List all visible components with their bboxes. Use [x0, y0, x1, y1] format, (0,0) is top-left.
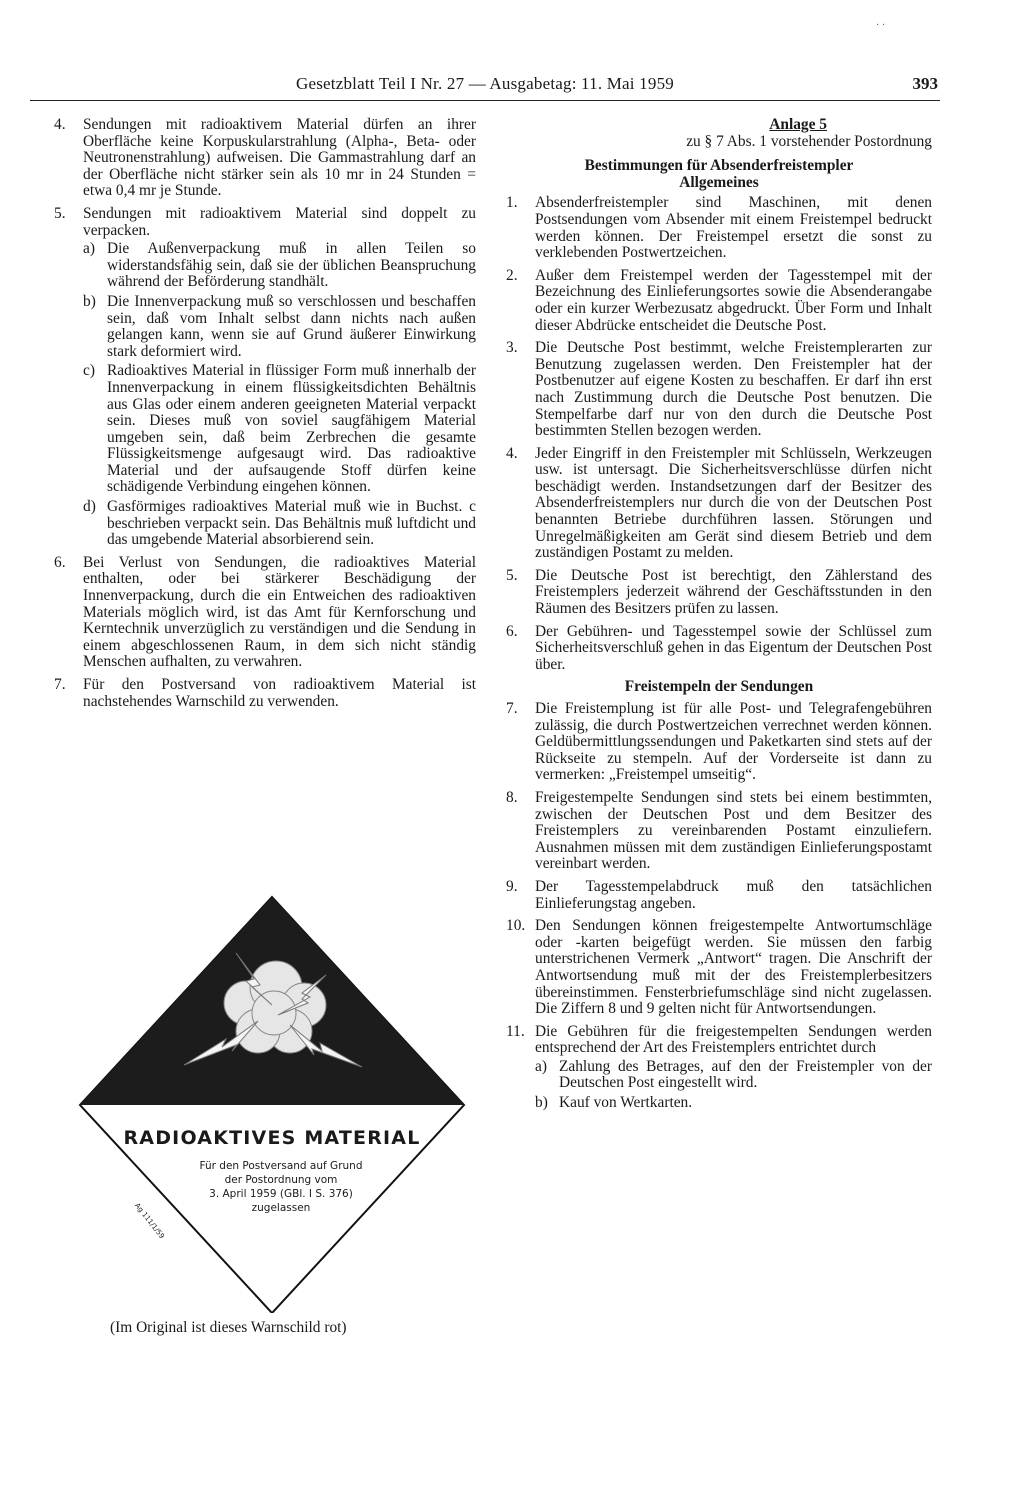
sub-item	[535, 1059, 932, 1092]
item-number: 6.	[506, 622, 518, 640]
item-number: 8.	[506, 788, 518, 806]
item-number: 6.	[54, 553, 66, 571]
list-item	[506, 701, 932, 784]
sub-item	[83, 241, 476, 291]
sub-item	[535, 1095, 932, 1112]
item-text: Für den Postversand von radioaktivem Material ist nachstehendes Warnschild zu verwenden.	[83, 676, 476, 710]
corner-mark: · ·	[876, 20, 886, 31]
item-number: 4.	[506, 444, 518, 462]
annex-subtitle: zu § 7 Abs. 1 vorstehender Postordnung	[686, 132, 932, 150]
list-item	[506, 879, 932, 912]
sub-item-text: Die Außenverpackung muß in allen Teilen so widerstandsfähig sein, daß sie der üblichen Beanspruchung während der Beförderung standhält.	[107, 240, 476, 291]
heading-franking: Freistempeln der Sendungen	[624, 678, 814, 696]
page-header	[30, 74, 940, 101]
heading-general: Allgemeines	[679, 173, 759, 191]
item-text: Die Gebühren für die freigestempelten Sendungen werden entsprechend der Art des Freistemplers entrichtet durch	[535, 1022, 932, 1057]
sub-item-text: Zahlung des Betrages, auf den der Freistempler von der Deutschen Post eingestellt wird.	[559, 1057, 932, 1092]
item-number: 2.	[506, 266, 518, 284]
item-number: 11.	[506, 1022, 525, 1040]
item-text: Die Deutsche Post ist berechtigt, den Zählerstand des Freistemplers jederzeit während der Geschäftsstunden in den Räumen des Besitzers prüfen zu lassen.	[535, 566, 932, 618]
item-text: Absenderfreistempler sind Maschinen, mit denen Postsendungen vom Absender mit einem Freistempel bedruckt werden können. Der Freistempel ersetzt die sonst zu verklebenden Postwertzeichen.	[535, 194, 932, 262]
list-item	[54, 117, 476, 200]
item-text: Freigestempelte Sendungen sind stets bei einem bestimmten, zwischen der Deutschen Post und dem Besitzer des Freistemplers zu vereinbarenden Postamt einzuliefern. Ausnahmen müssen mit dem zuständigen Einlieferungspostamt vereinbart werden.	[535, 788, 932, 873]
sub-item-label: a)	[83, 240, 95, 258]
item-number: 5.	[54, 204, 66, 222]
heading-main	[506, 158, 932, 191]
list-item	[506, 446, 932, 562]
item-text: Sendungen mit radioaktivem Material dürfen an ihrer Oberfläche keine Korpuskularstrahlung (Alpha-, Beta- oder Neutronenstrahlung) aufweisen. Die Gammastrahlung darf an der Oberfläche nicht stärker sein als 10 mr in 24 Stunden = etwa 0,4 mr je Stunde.	[83, 116, 476, 200]
item-number: 9.	[506, 877, 518, 895]
list-item	[506, 1024, 932, 1112]
sub-item-label: a)	[535, 1057, 547, 1075]
item-number: 1.	[506, 194, 518, 212]
list-item	[506, 568, 932, 618]
sub-item-text: Die Innenverpackung muß so verschlossen und beschaffen sein, daß vom Inhalt selbst dann nichts nach außen gelangen kann, wenn sie auf Grund äußerer Einwirkung stark deformiert wird.	[107, 292, 476, 360]
list-item	[506, 195, 932, 261]
sub-item-label: d)	[83, 498, 96, 516]
item-number: 7.	[506, 700, 518, 717]
item-text: Sendungen mit radioaktivem Material sind doppelt zu verpacken.	[83, 204, 476, 239]
sub-item	[83, 363, 476, 496]
sub-item-text: Gasförmiges radioaktives Material muß wie in Buchst. c beschrieben verpackt sein. Das Behältnis muß luftdicht und das umgebende Material absorbierend sein.	[107, 498, 476, 549]
right-column	[506, 117, 932, 1118]
item-text: Den Sendungen können freigestempelte Antwortumschläge oder -karten beigefügt werden. Sie müssen den farbig unterstrichenen Vermerk „Antwort“ tragen. Die Anschrift der Antwortsendung muß mit der des Freistemplerbesitzers übereinstimmen. Fensterbriefumschläge sind nicht zugelassen. Die Ziffern 8 und 9 gelten nicht für Antwortsendungen.	[535, 917, 932, 1018]
list-item	[506, 340, 932, 440]
item-number: 4.	[54, 116, 66, 133]
sub-item-label: c)	[83, 362, 95, 380]
approval-line: zugelassen	[251, 1202, 311, 1214]
list-item	[54, 677, 476, 710]
sub-item-label: b)	[83, 292, 96, 310]
list-item	[54, 555, 476, 671]
item-text: Jeder Eingriff in den Freistempler mit Schlüsseln, Werkzeugen usw. ist untersagt. Die Sicherheitsverschlüsse dürfen nicht beschädigt werden. Instandsetzungen darf der Besitzer des Absenderfreistemplers nur durch die von der Deutschen Post benannten Betriebe durchführen lassen. Störungen und Unregelmäßigkeiten am Gerät sind diesem Betrieb und dem zuständigen Postamt zu melden.	[535, 444, 932, 562]
item-number: 5.	[506, 566, 518, 584]
sign-approval	[166, 1159, 396, 1215]
sign-label: RADIOAKTIVES MATERIAL	[123, 1127, 421, 1149]
annex-title: Anlage 5	[769, 116, 827, 133]
item-text: Bei Verlust von Sendungen, die radioaktives Material enthalten, oder bei stärkerer Beschädigung der Innenverpackung, durch die ein Entweichen des radioaktiven Materials möglich wird, ist das Amt für Kernforschung und Kerntechnik unverzüglich zu verständigen und die Sendung in einem abgeschlossenen Raum, in dem sich nicht ständig Menschen aufhalten, zu verwahren.	[83, 553, 476, 671]
item-text: Der Tagesstempelabdruck muß den tatsächlichen Einlieferungstag angeben.	[535, 877, 932, 912]
approval-line: der Postordnung vom	[224, 1174, 338, 1186]
sign-side-mark: Ag 111/1/59	[133, 1201, 166, 1241]
item-text: Die Deutsche Post bestimmt, welche Freistemplerarten zur Benutzung zugelassen werden. Den Freistempler hat der Postbenutzer auf eigene Kosten zu beschaffen. Er darf ihn erst nach Zustimmung durch die Deutsche Post benutzen. Die Stempelfarbe darf nur von den durch die Deutsche Post bestimmten Stellen bezogen werden.	[535, 339, 932, 440]
item-number: 7.	[54, 676, 66, 693]
approval-line: 3. April 1959 (GBl. I S. 376)	[209, 1188, 353, 1200]
sub-item	[83, 294, 476, 360]
item-text: Der Gebühren- und Tagesstempel sowie der Schlüssel zum Sicherheitsverschluß gehen in das Eigentum der Deutschen Post über.	[535, 622, 932, 673]
approval-line: Für den Postversand auf Grund	[199, 1160, 363, 1172]
warning-sign-graphic	[76, 893, 468, 1313]
list-item	[54, 206, 476, 549]
sub-item-text: Radioaktives Material in flüssiger Form muß innerhalb der Innenverpackung in einem flüssigkeitsdichten Behältnis aus Glas oder einem anderen geeigneten Material verpackt sein. Dieses muß von soviel saugfähigem Material umgeben sein, daß beim Zerbrechen die gesamte Flüssigkeitsmenge aufgesaugt wird. Das radioaktive Material und der aufsaugende Stoff dürfen keine schädigende Verbindung eingehen können.	[107, 362, 476, 496]
list-item	[506, 918, 932, 1018]
gazette-title: Gesetzblatt Teil I Nr. 27 — Ausgabetag: 11. Mai 1959	[296, 74, 674, 93]
warning-sign	[76, 893, 468, 1313]
left-column	[54, 117, 476, 716]
sign-caption: (Im Original ist dieses Warnschild rot)	[110, 1319, 347, 1336]
list-item	[506, 790, 932, 873]
item-text: Die Freistemplung ist für alle Post- und Telegrafengebühren zulässig, die durch Postwertzeichen verrechnet werden können. Geldübermittlungssendungen und Paketkarten sind stets auf der Rückseite zu stempeln. Auf der Vorderseite ist dann zu vermerken: „Freistempel umseitig“.	[535, 700, 932, 784]
sub-item-text: Kauf von Wertkarten.	[559, 1094, 693, 1112]
list-item	[506, 268, 932, 334]
heading-main-line: Bestimmungen für Absenderfreistempler	[584, 157, 854, 175]
item-number: 3.	[506, 339, 518, 357]
item-number: 10.	[506, 917, 526, 935]
list-item	[506, 624, 932, 674]
item-text: Außer dem Freistempel werden der Tagesstempel mit der Bezeichnung des Einlieferungsortes sowie die Absenderangabe oder ein kurzer Werbezusatz abgedruckt. Über Form und Inhalt dieser Abdrücke entscheidet die Deutsche Post.	[535, 266, 932, 334]
sub-item-label: b)	[535, 1094, 548, 1112]
sub-item	[83, 499, 476, 549]
page-number: 393	[912, 74, 938, 93]
